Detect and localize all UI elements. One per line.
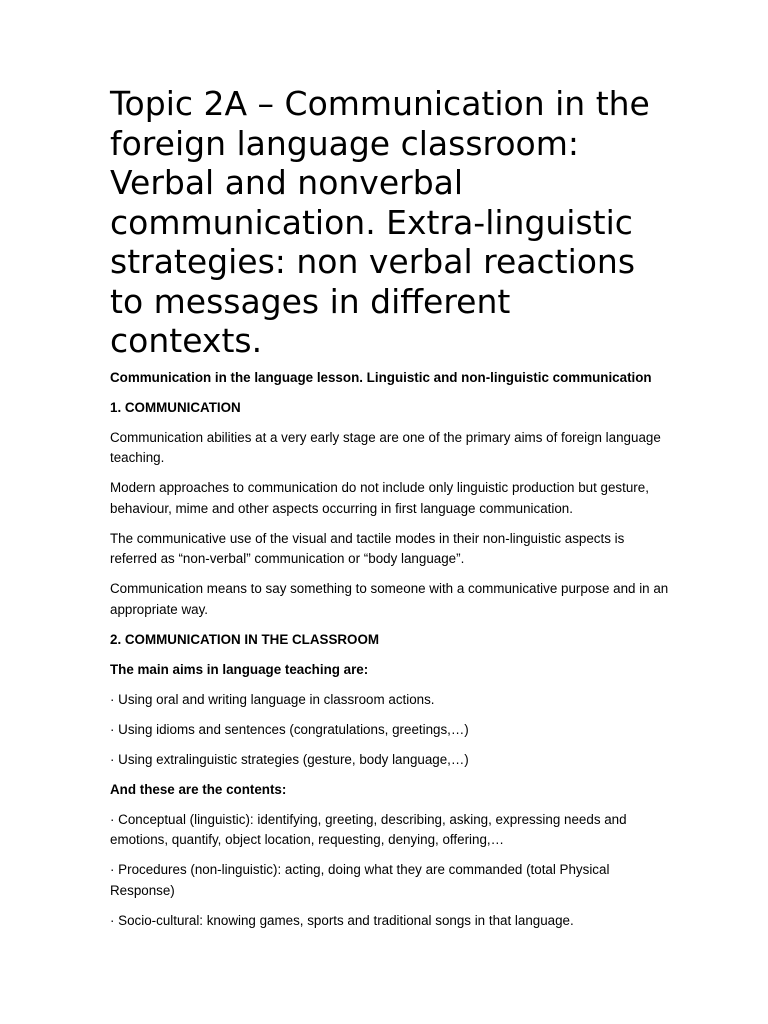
content-item: · Procedures (non-linguistic): acting, doing what they are commanded (total Physical Response) <box>110 862 610 898</box>
aim-item: · Using idioms and sentences (congratulations, greetings,…) <box>110 721 469 737</box>
section-heading-communication: 1. COMMUNICATION <box>110 399 241 415</box>
paragraph: The communicative use of the visual and tactile modes in their non-linguistic aspects is referred as “non-verbal” communication or “body language”. <box>110 530 625 566</box>
content-item: · Conceptual (linguistic): identifying, greeting, describing, asking, expressing needs and emotions, quantify, object location, requesting, denying, offering,… <box>110 811 627 847</box>
document-subtitle: Communication in the language lesson. Linguistic and non-linguistic communication <box>110 369 652 385</box>
aim-item: · Using oral and writing language in classroom actions. <box>110 691 435 707</box>
contents-label: And these are the contents: <box>110 781 287 797</box>
document-body <box>110 368 670 932</box>
paragraph: Communication means to say something to someone with a communicative purpose and in an appropriate way. <box>110 581 669 617</box>
aim-item: · Using extralinguistic strategies (gesture, body language,…) <box>110 751 469 767</box>
paragraph: Communication abilities at a very early stage are one of the primary aims of foreign language teaching. <box>110 429 661 465</box>
document-title: Topic 2A – Communication in the foreign language classroom: Verbal and nonverbal communication. Extra-linguistic strategies: non verbal reactions to messages in different contexts. <box>110 84 650 360</box>
section-heading-classroom: 2. COMMUNICATION IN THE CLASSROOM <box>110 631 380 647</box>
content-item: · Socio-cultural: knowing games, sports and traditional songs in that language. <box>110 912 574 928</box>
aims-label: The main aims in language teaching are: <box>110 661 369 677</box>
document-page <box>110 84 670 941</box>
paragraph: Modern approaches to communication do not include only linguistic production but gesture, behaviour, mime and other aspects occurring in first language communication. <box>110 480 649 516</box>
